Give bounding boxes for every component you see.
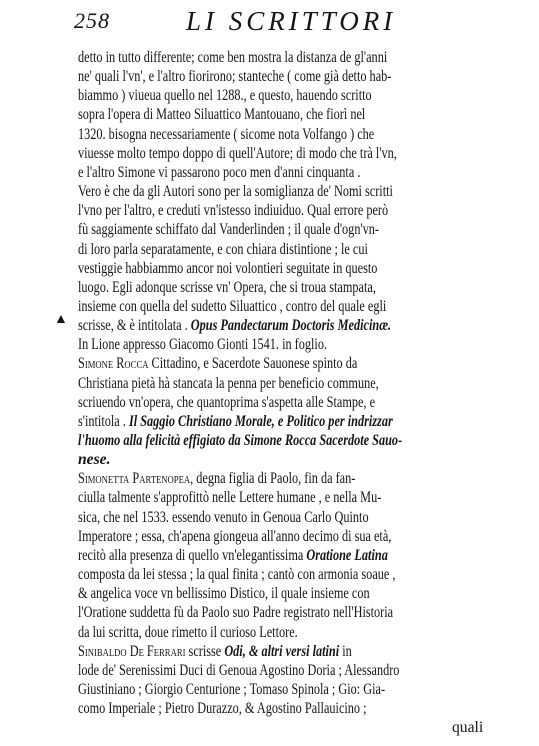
text-segment: Christiana pietà hà stancata la penna per beneficio commune, [78, 374, 379, 392]
text-line [78, 125, 502, 145]
text-line [78, 623, 502, 643]
text-line [78, 508, 502, 528]
text-line [78, 163, 502, 183]
text-segment: lode de' Serenissimi Duci di Genoua Agostino Doria ; Alessandro [78, 661, 400, 679]
text-line [78, 680, 502, 700]
text-segment: Simonetta Partenopea [78, 470, 191, 488]
text-segment: di loro parla separatamente, e con chiara distintione ; le cui [78, 240, 368, 258]
text-line [78, 105, 502, 125]
text-line [78, 354, 502, 374]
text-segment: Odi, & altri versi latini [224, 642, 340, 660]
text-line [78, 546, 502, 566]
text-segment: nese. [78, 451, 111, 469]
text-line [78, 565, 502, 585]
text-line [78, 469, 502, 489]
text-segment: & angelica voce vn bellissimo Distico, il quale insieme con [78, 585, 370, 603]
text-segment: Sinibaldo De Ferrari [78, 642, 186, 660]
text-segment: sopra l'opera di Matteo Siluattico Mantouano, che fiorì nel [78, 106, 366, 124]
text-segment: composta da lei stessa ; la qual finita ; cantò con armonia soaue , [78, 566, 396, 584]
text-segment: ne' quali l'vn', e l'altro fiorirono; stanteche ( come già detto hab- [78, 68, 392, 86]
text-line [78, 316, 502, 336]
text-segment: recitò alla presenza di quello vn'elegantissima [78, 546, 307, 564]
text-line [78, 48, 502, 68]
text-segment: 1320. bisogna necessariamente ( sicome nota Volfango ) che [78, 125, 375, 143]
text-segment: Imperatore ; essa, ch'apena giongeua all'anno decimo di sua età, [78, 527, 392, 545]
text-segment: scrisse [185, 642, 225, 660]
text-segment: insieme con quella del sudetto Siluattico , contro del quale egli [78, 297, 387, 315]
text-segment: vestiggie habbiammo ancor noi volontieri seguitate in questo [78, 259, 378, 277]
text-segment: Oratione Latina [306, 546, 388, 564]
text-line [78, 182, 502, 202]
text-segment: fù saggiamente schiffato dal Vanderlinden ; il quale d'ogn'vn- [78, 221, 380, 239]
text-segment: Giustiniano ; Giorgio Centurione ; Tomaso Spinola ; Gio: Gia- [78, 680, 386, 698]
text-line [78, 67, 502, 87]
text-line [78, 220, 502, 240]
text-line [78, 297, 502, 317]
text-line [78, 488, 502, 508]
page-number: 258 [74, 8, 110, 33]
text-segment: l'Oratione suddetta fù da Paolo suo Padre registrato nell'Historia [78, 604, 394, 622]
text-segment: detto in tutto differente; come ben mostra la distanza de gl'anni [78, 49, 388, 66]
text-segment: como Imperiale ; Pietro Durazzo, & Agostino Pallauicino ; [78, 700, 367, 718]
text-line [78, 86, 502, 106]
text-segment: luogo. Egli adonque scrisse vn' Opera, che si troua stampata, [78, 278, 376, 296]
text-segment: Opus Pandectarum Doctoris Medicinæ. [190, 317, 392, 335]
text-line [78, 259, 502, 279]
text-line [78, 278, 502, 298]
text-segment: biammo ) viueua quello nel 1288., e questo, hauendo scritto [78, 87, 372, 105]
text-segment: ciulla talmente s'approfittò nelle Lettere humane , e nella Mu- [78, 489, 382, 507]
text-line [78, 201, 502, 221]
text-line [78, 374, 502, 394]
text-line [78, 412, 502, 432]
text-segment: l'vno per l'altro, e creduti vn'istesso indiuiduo. Qual errore però [78, 202, 389, 220]
text-line [78, 450, 539, 470]
text-segment: scrisse, & è intitolata . [78, 317, 191, 335]
text-line [78, 699, 502, 719]
text-line [78, 240, 502, 260]
text-segment: in [339, 642, 352, 660]
text-segment: Simone Rocca [78, 355, 149, 373]
text-line [78, 335, 502, 355]
running-head: LI SCRITTORI [186, 6, 397, 36]
text-segment: da lui scritta, doue rimetto il curioso Lettore. [78, 623, 298, 641]
text-line [78, 661, 502, 681]
text-line [78, 431, 502, 451]
text-segment: sica, che nel 1533. essendo venuto in Genoua Carlo Quinto [78, 508, 369, 526]
text-segment: l'huomo alla felicità effigiato da Simone Rocca Sacerdote Sauo- [78, 432, 403, 449]
text-segment: e l'altro Simone vi passarono poco men d'anni cinquanta . [78, 163, 361, 181]
text-segment: , degna figlia di Paolo, fin da fan- [190, 470, 356, 488]
text-segment: s'intitola . [78, 412, 129, 430]
text-line [78, 144, 502, 164]
text-line [78, 603, 502, 623]
catchword: quali [452, 719, 484, 737]
text-segment: Cittadino, e Sacerdote Sauonese spinto da [148, 355, 358, 373]
text-segment: Il Saggio Christiano Morale, e Politico per indrizzar [128, 412, 393, 430]
text-line [78, 642, 502, 662]
text-line [78, 393, 502, 413]
text-line [78, 527, 502, 547]
text-segment: Vero è che da gli Autori sono per la somiglianza de' Nomi scritti [78, 183, 393, 201]
text-segment: In Lione appresso Giacomo Gionti 1541. in foglio. [78, 336, 328, 354]
text-line [78, 584, 502, 604]
margin-marker-icon: ▲ [54, 312, 68, 327]
text-segment: viuesse molto tempo doppo di quell'Autore; di modo che trà l'vn, [78, 144, 397, 162]
text-segment: scriuendo vn'opera, che quantoprima s'aspetta alle Stampe, e [78, 393, 376, 411]
